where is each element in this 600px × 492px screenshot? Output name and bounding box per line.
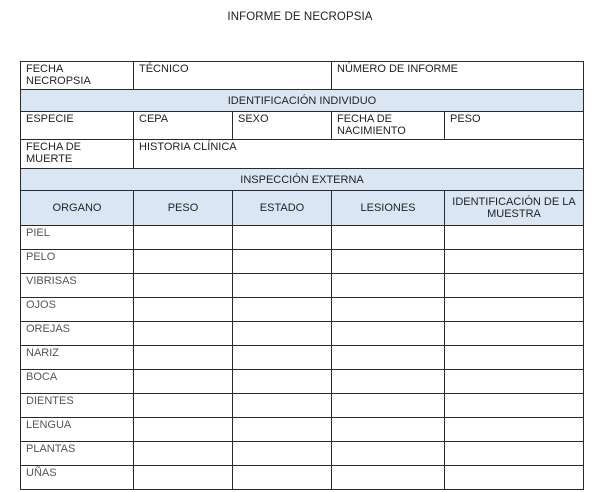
muestra-cell[interactable] bbox=[445, 394, 584, 418]
estado-cell[interactable] bbox=[233, 442, 332, 466]
muestra-cell[interactable] bbox=[445, 466, 584, 490]
table-row bbox=[21, 226, 584, 250]
muestra-cell[interactable] bbox=[445, 370, 584, 394]
lesiones-cell[interactable] bbox=[332, 322, 445, 346]
table-row bbox=[21, 298, 584, 322]
peso-cell[interactable] bbox=[134, 322, 233, 346]
organ-label: OJOS bbox=[21, 298, 134, 322]
organ-label: LENGUA bbox=[21, 418, 134, 442]
section-inspeccion-externa: INSPECCIÓN EXTERNA bbox=[21, 169, 584, 191]
lesiones-cell[interactable] bbox=[332, 346, 445, 370]
table-row bbox=[21, 370, 584, 394]
organ-label: PLANTAS bbox=[21, 442, 134, 466]
table-row bbox=[21, 274, 584, 298]
peso-cell[interactable] bbox=[134, 442, 233, 466]
column-header-estado: ESTADO bbox=[233, 191, 332, 226]
necropsy-form-table bbox=[20, 61, 584, 490]
table-header-row bbox=[21, 191, 584, 226]
lesiones-cell[interactable] bbox=[332, 250, 445, 274]
lesiones-cell[interactable] bbox=[332, 226, 445, 250]
muestra-cell[interactable] bbox=[445, 274, 584, 298]
organ-label: VIBRISAS bbox=[21, 274, 134, 298]
document-title: INFORME DE NECROPSIA bbox=[227, 11, 373, 23]
table-row bbox=[21, 322, 584, 346]
muestra-cell[interactable] bbox=[445, 346, 584, 370]
estado-cell[interactable] bbox=[233, 394, 332, 418]
table-row bbox=[21, 250, 584, 274]
organ-label: BOCA bbox=[21, 370, 134, 394]
field-especie: ESPECIE bbox=[21, 112, 134, 140]
estado-cell[interactable] bbox=[233, 346, 332, 370]
organ-label: UÑAS bbox=[21, 466, 134, 490]
estado-cell[interactable] bbox=[233, 250, 332, 274]
muestra-cell[interactable] bbox=[445, 322, 584, 346]
muestra-cell[interactable] bbox=[445, 226, 584, 250]
peso-cell[interactable] bbox=[134, 370, 233, 394]
peso-cell[interactable] bbox=[134, 346, 233, 370]
peso-cell[interactable] bbox=[134, 298, 233, 322]
field-cepa: CEPA bbox=[134, 112, 233, 140]
lesiones-cell[interactable] bbox=[332, 274, 445, 298]
section-band-row bbox=[21, 169, 584, 191]
lesiones-cell[interactable] bbox=[332, 370, 445, 394]
field-fecha-muerte: FECHA DE MUERTE bbox=[21, 140, 134, 169]
section-identificacion-individuo: IDENTIFICACIÓN INDIVIDUO bbox=[21, 90, 584, 112]
table-row bbox=[21, 442, 584, 466]
form-row-history bbox=[21, 140, 584, 169]
lesiones-cell[interactable] bbox=[332, 466, 445, 490]
field-peso: PESO bbox=[445, 112, 584, 140]
estado-cell[interactable] bbox=[233, 226, 332, 250]
form-row-identification bbox=[21, 112, 584, 140]
muestra-cell[interactable] bbox=[445, 418, 584, 442]
estado-cell[interactable] bbox=[233, 466, 332, 490]
table-row bbox=[21, 394, 584, 418]
table-row bbox=[21, 346, 584, 370]
estado-cell[interactable] bbox=[233, 274, 332, 298]
form-row-general bbox=[21, 62, 584, 90]
peso-cell[interactable] bbox=[134, 250, 233, 274]
organ-label: OREJAS bbox=[21, 322, 134, 346]
muestra-cell[interactable] bbox=[445, 442, 584, 466]
field-fecha-nacimiento: FECHA DE NACIMIENTO bbox=[332, 112, 445, 140]
estado-cell[interactable] bbox=[233, 298, 332, 322]
field-sexo: SEXO bbox=[233, 112, 332, 140]
field-numero-informe: NÚMERO DE INFORME bbox=[332, 62, 584, 90]
peso-cell[interactable] bbox=[134, 418, 233, 442]
estado-cell[interactable] bbox=[233, 370, 332, 394]
lesiones-cell[interactable] bbox=[332, 394, 445, 418]
section-band-row bbox=[21, 90, 584, 112]
table-row bbox=[21, 466, 584, 490]
peso-cell[interactable] bbox=[134, 394, 233, 418]
muestra-cell[interactable] bbox=[445, 250, 584, 274]
organ-label: DIENTES bbox=[21, 394, 134, 418]
lesiones-cell[interactable] bbox=[332, 418, 445, 442]
peso-cell[interactable] bbox=[134, 226, 233, 250]
lesiones-cell[interactable] bbox=[332, 298, 445, 322]
peso-cell[interactable] bbox=[134, 274, 233, 298]
peso-cell[interactable] bbox=[134, 466, 233, 490]
field-tecnico: TÉCNICO bbox=[134, 62, 332, 90]
column-header-identificacion-muestra: IDENTIFICACIÓN DE LA MUESTRA bbox=[445, 191, 584, 226]
organ-label: PIEL bbox=[21, 226, 134, 250]
table-row bbox=[21, 418, 584, 442]
column-header-organo: ORGANO bbox=[21, 191, 134, 226]
lesiones-cell[interactable] bbox=[332, 442, 445, 466]
column-header-peso: PESO bbox=[134, 191, 233, 226]
estado-cell[interactable] bbox=[233, 418, 332, 442]
estado-cell[interactable] bbox=[233, 322, 332, 346]
organ-label: NARIZ bbox=[21, 346, 134, 370]
organ-label: PELO bbox=[21, 250, 134, 274]
field-historia-clinica: HISTORIA CLÍNICA bbox=[134, 140, 584, 169]
field-fecha-necropsia: FECHA NECROPSIA bbox=[21, 62, 134, 90]
column-header-lesiones: LESIONES bbox=[332, 191, 445, 226]
muestra-cell[interactable] bbox=[445, 298, 584, 322]
